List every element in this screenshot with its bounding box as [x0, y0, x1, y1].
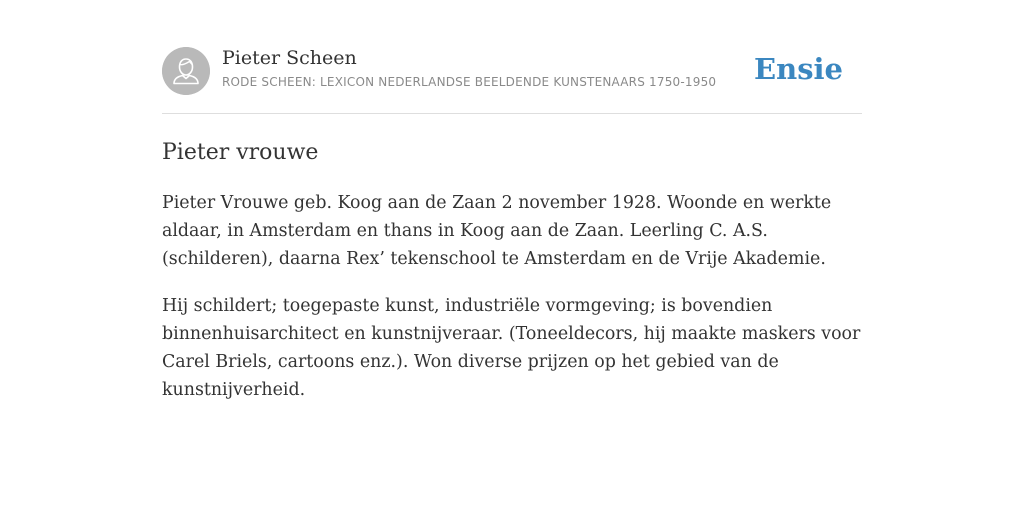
- article-paragraph-2: Hij schildert; toegepaste kunst, industriële vormgeving; is bovendien binnenhuisarchitect en kunstnijveraar. (Toneeldecors, hij maakte maskers voor Carel Briels, cartoons enz.). Won diverse prijzen op het gebied van de kunstnijverheid.: [162, 296, 861, 400]
- entry-card: [162, 46, 862, 404]
- article-paragraph-1: Pieter Vrouwe geb. Koog aan de Zaan 2 november 1928. Woonde en werkte aldaar, in Amsterdam en thans in Koog aan de Zaan. Leerling C. A.S. (schilderen), daarna Rex’ tekenschool te Amsterdam en de Vrije Akademie.: [162, 193, 832, 269]
- page-title: Pieter vrouwe: [162, 140, 319, 165]
- source-title[interactable]: RODE SCHEEN: LEXICON NEDERLANDSE BEELDENDE KUNSTENAARS 1750-1950: [222, 75, 717, 89]
- user-silhouette-icon: [162, 47, 210, 95]
- author-name[interactable]: Pieter Scheen: [222, 47, 357, 69]
- avatar[interactable]: [162, 47, 210, 95]
- brand-logo[interactable]: Ensie: [754, 52, 843, 86]
- entry-header: [162, 46, 862, 114]
